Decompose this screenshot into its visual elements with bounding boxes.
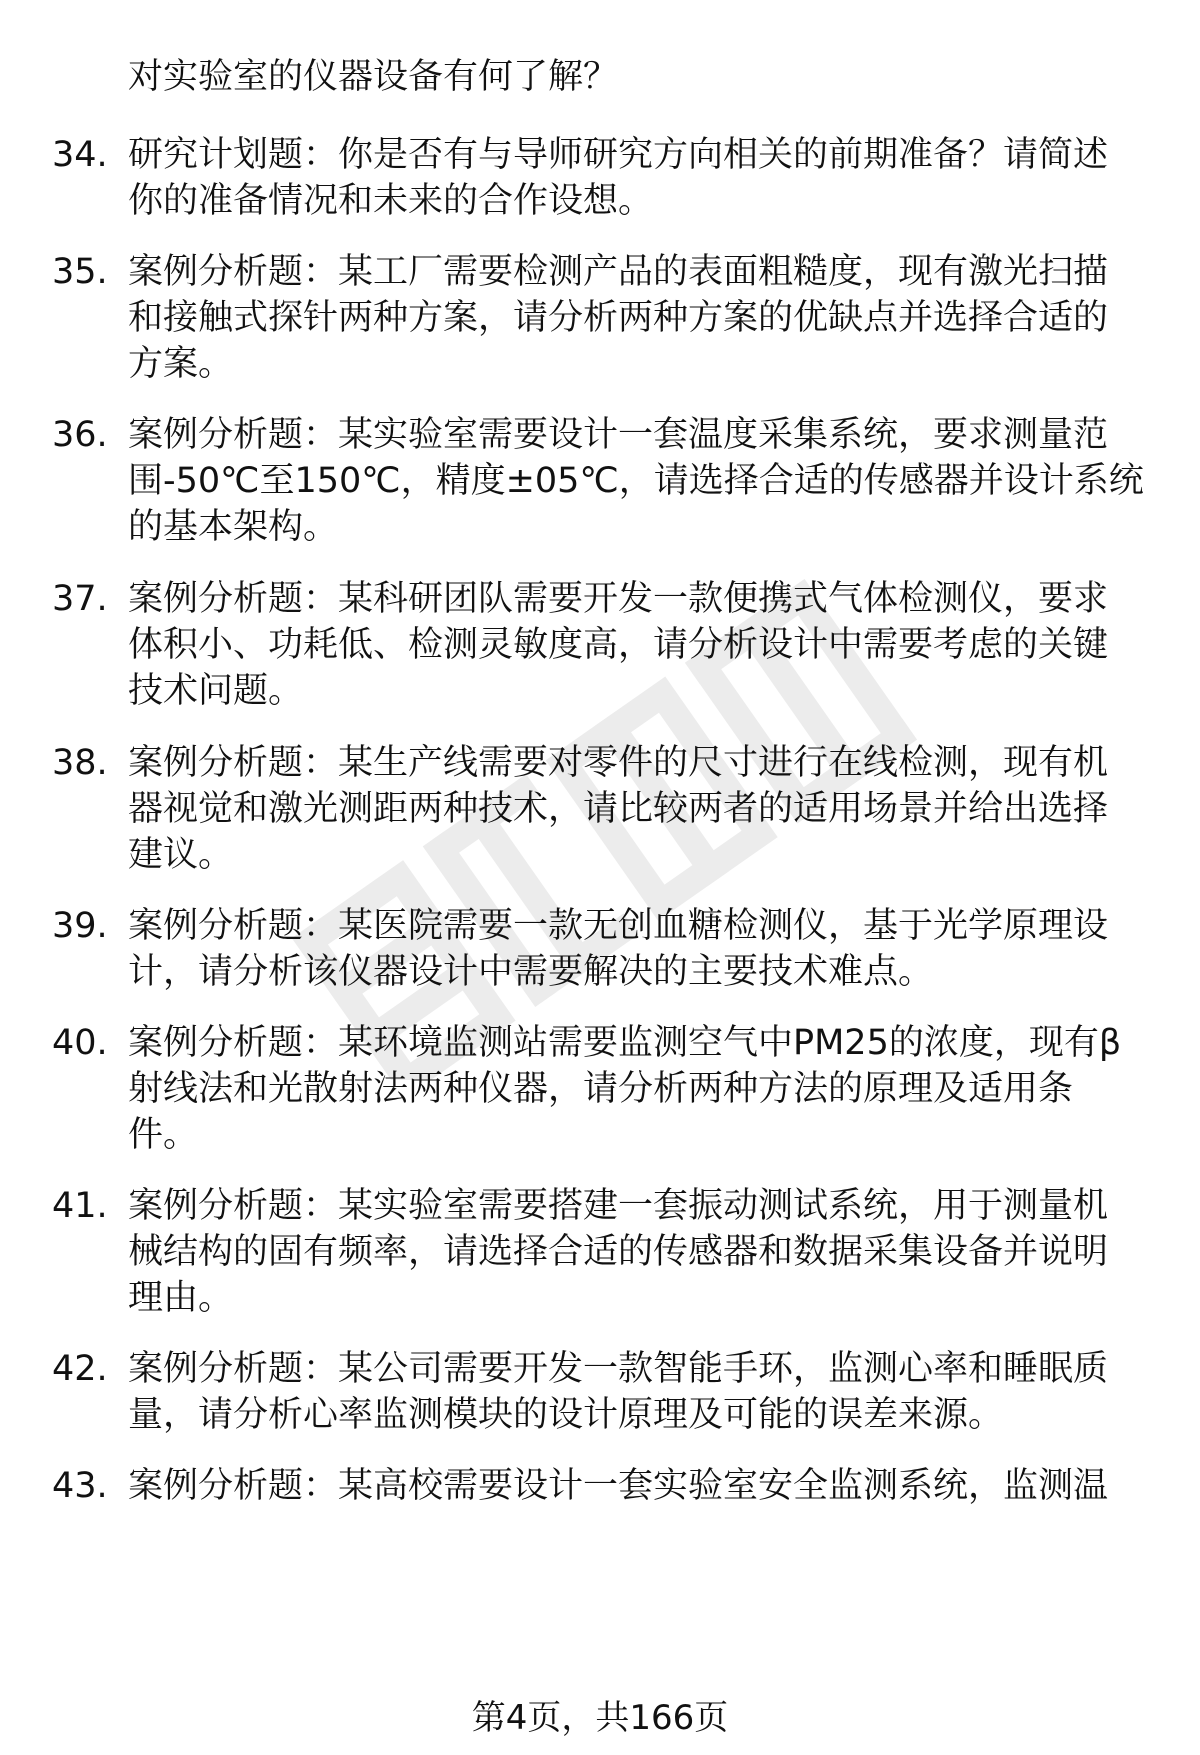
question-line: 理由。 [128, 1278, 234, 1318]
question-number: 43. [52, 1466, 108, 1506]
question-line: 射线法和光散射法两种仪器，请分析两种方法的原理及适用条 [128, 1069, 1074, 1109]
question-number: 36. [52, 415, 108, 455]
question-line: 建议。 [128, 835, 234, 875]
question-line: 案例分析题：某公司需要开发一款智能手环，监测心率和睡眠质 [128, 1349, 1109, 1389]
question-number: 42. [52, 1349, 108, 1389]
question-line: 方案。 [128, 344, 234, 384]
question-number: 38. [52, 743, 108, 783]
question-line: 体积小、功耗低、检测灵敏度高，请分析设计中需要考虑的关键 [128, 625, 1109, 665]
question-line: 案例分析题：某实验室需要设计一套温度采集系统，要求测量范 [128, 415, 1109, 455]
question-line: 案例分析题：某实验室需要搭建一套振动测试系统，用于测量机 [128, 1186, 1109, 1226]
question-line: 和接触式探针两种方案，请分析两种方案的优缺点并选择合适的 [128, 298, 1109, 338]
question-number: 34. [52, 135, 108, 175]
question-number: 37. [52, 579, 108, 619]
question-line: 技术问题。 [128, 671, 304, 711]
question-line: 械结构的固有频率，请选择合适的传感器和数据采集设备并说明 [128, 1232, 1109, 1272]
question-line: 件。 [128, 1115, 199, 1155]
question-line: 案例分析题：某生产线需要对零件的尺寸进行在线检测，现有机 [128, 743, 1109, 783]
question-line: 案例分析题：某医院需要一款无创血糖检测仪，基于光学原理设 [128, 906, 1109, 946]
question-number: 35. [52, 252, 108, 292]
question-line: 案例分析题：某工厂需要检测产品的表面粗糙度，现有激光扫描 [128, 252, 1109, 292]
question-number: 40. [52, 1023, 108, 1063]
question-line: 案例分析题：某高校需要设计一套实验室安全监测系统，监测温 [128, 1466, 1109, 1506]
question-line: 研究计划题：你是否有与导师研究方向相关的前期准备？请简述 [128, 135, 1109, 175]
continuation-text: 对实验室的仪器设备有何了解？ [128, 57, 619, 97]
question-line: 的基本架构。 [128, 507, 339, 547]
question-line: 计，请分析该仪器设计中需要解决的主要技术难点。 [128, 952, 934, 992]
question-number: 41. [52, 1186, 108, 1226]
question-number: 39. [52, 906, 108, 946]
page-footer: 第4页，共166页 [471, 1698, 729, 1738]
question-line: 你的准备情况和未来的合作设想。 [128, 181, 654, 221]
question-line: 量，请分析心率监测模块的设计原理及可能的误差来源。 [128, 1395, 1004, 1435]
question-line: 案例分析题：某科研团队需要开发一款便携式气体检测仪，要求 [128, 579, 1109, 619]
question-line: 器视觉和激光测距两种技术，请比较两者的适用场景并给出选择 [128, 789, 1109, 829]
question-line: 案例分析题：某环境监测站需要监测空气中PM25的浓度，现有β [128, 1023, 1122, 1063]
question-line: 围-50℃至150℃，精度±05℃，请选择合适的传感器并设计系统 [128, 461, 1144, 501]
